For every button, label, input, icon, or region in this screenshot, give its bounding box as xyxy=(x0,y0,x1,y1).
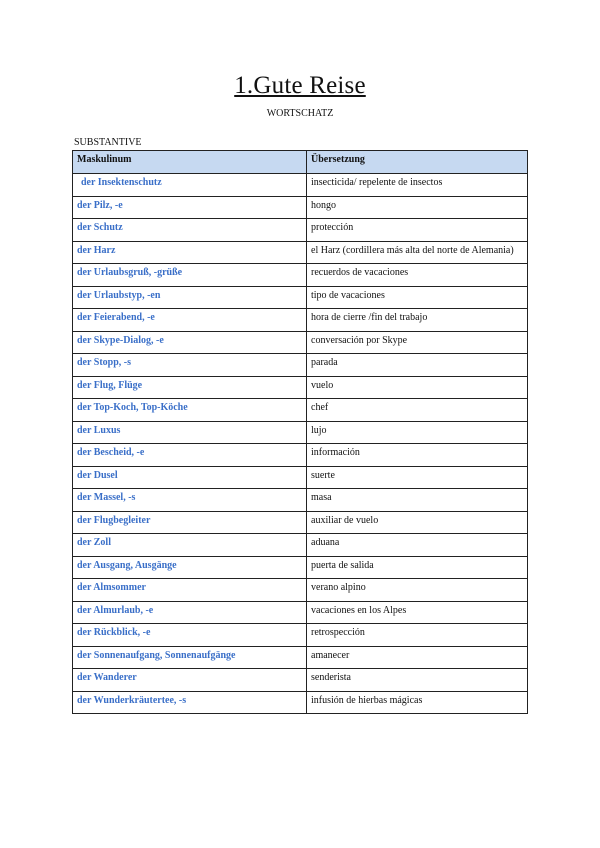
table-row xyxy=(73,376,528,399)
german-term: der Schutz xyxy=(73,219,307,242)
table-row xyxy=(73,466,528,489)
table-row xyxy=(73,421,528,444)
translation: chef xyxy=(307,399,528,422)
table-header-row xyxy=(73,151,528,174)
table-row xyxy=(73,601,528,624)
german-term: der Top-Koch, Top-Köche xyxy=(73,399,307,422)
translation: verano alpino xyxy=(307,579,528,602)
translation: lujo xyxy=(307,421,528,444)
translation: suerte xyxy=(307,466,528,489)
german-term: der Sonnenaufgang, Sonnenaufgänge xyxy=(73,646,307,669)
translation: tipo de vacaciones xyxy=(307,286,528,309)
german-term: der Almsommer xyxy=(73,579,307,602)
translation: insecticida/ repelente de insectos xyxy=(307,174,528,197)
german-term: der Skype-Dialog, -e xyxy=(73,331,307,354)
page-subtitle: WORTSCHATZ xyxy=(266,108,334,119)
table-row xyxy=(73,691,528,714)
table-row xyxy=(73,511,528,534)
german-term: der Wunderkräutertee, -s xyxy=(73,691,307,714)
table-row xyxy=(73,264,528,287)
translation: recuerdos de vacaciones xyxy=(307,264,528,287)
column-header-masculine: Maskulinum xyxy=(73,151,307,174)
german-term: der Feierabend, -e xyxy=(73,309,307,332)
vocabulary-table xyxy=(72,150,528,714)
table-row xyxy=(73,489,528,512)
german-term: der Bescheid, -e xyxy=(73,444,307,467)
translation: vacaciones en los Alpes xyxy=(307,601,528,624)
german-term: der Luxus xyxy=(73,421,307,444)
german-term: der Insektenschutz xyxy=(73,174,307,197)
table-row xyxy=(73,669,528,692)
translation: puerta de salida xyxy=(307,556,528,579)
table-row xyxy=(73,354,528,377)
german-term: der Stopp, -s xyxy=(73,354,307,377)
table-row xyxy=(73,624,528,647)
table-row xyxy=(73,309,528,332)
german-term: der Rückblick, -e xyxy=(73,624,307,647)
translation: vuelo xyxy=(307,376,528,399)
translation: información xyxy=(307,444,528,467)
translation: conversación por Skype xyxy=(307,331,528,354)
german-term: der Pilz, -e xyxy=(73,196,307,219)
translation: hongo xyxy=(307,196,528,219)
translation: hora de cierre /fin del trabajo xyxy=(307,309,528,332)
german-term: der Ausgang, Ausgänge xyxy=(73,556,307,579)
german-term: der Urlaubsgruß, -grüße xyxy=(73,264,307,287)
translation: protección xyxy=(307,219,528,242)
translation: auxiliar de vuelo xyxy=(307,511,528,534)
translation: parada xyxy=(307,354,528,377)
german-term: der Dusel xyxy=(73,466,307,489)
translation: amanecer xyxy=(307,646,528,669)
german-term: der Wanderer xyxy=(73,669,307,692)
translation: senderista xyxy=(307,669,528,692)
german-term: der Flug, Flüge xyxy=(73,376,307,399)
page-title: 1.Gute Reise xyxy=(234,72,366,99)
table-row xyxy=(73,286,528,309)
table-row xyxy=(73,399,528,422)
german-term: der Massel, -s xyxy=(73,489,307,512)
german-term: der Flugbegleiter xyxy=(73,511,307,534)
translation: aduana xyxy=(307,534,528,557)
german-term: der Almurlaub, -e xyxy=(73,601,307,624)
translation: masa xyxy=(307,489,528,512)
table-row xyxy=(73,556,528,579)
translation: retrospección xyxy=(307,624,528,647)
translation: el Harz (cordillera más alta del norte de Alemania) xyxy=(307,241,528,264)
column-header-translation: Übersetzung xyxy=(307,151,528,174)
german-term: der Urlaubstyp, -en xyxy=(73,286,307,309)
table-row xyxy=(73,331,528,354)
table-row xyxy=(73,174,528,197)
section-heading: SUBSTANTIVE xyxy=(74,137,142,148)
table-row xyxy=(73,196,528,219)
table-row xyxy=(73,579,528,602)
german-term: der Harz xyxy=(73,241,307,264)
table-row xyxy=(73,646,528,669)
table-row xyxy=(73,241,528,264)
german-term: der Zoll xyxy=(73,534,307,557)
translation: infusión de hierbas mágicas xyxy=(307,691,528,714)
table-row xyxy=(73,444,528,467)
table-row xyxy=(73,534,528,557)
table-row xyxy=(73,219,528,242)
